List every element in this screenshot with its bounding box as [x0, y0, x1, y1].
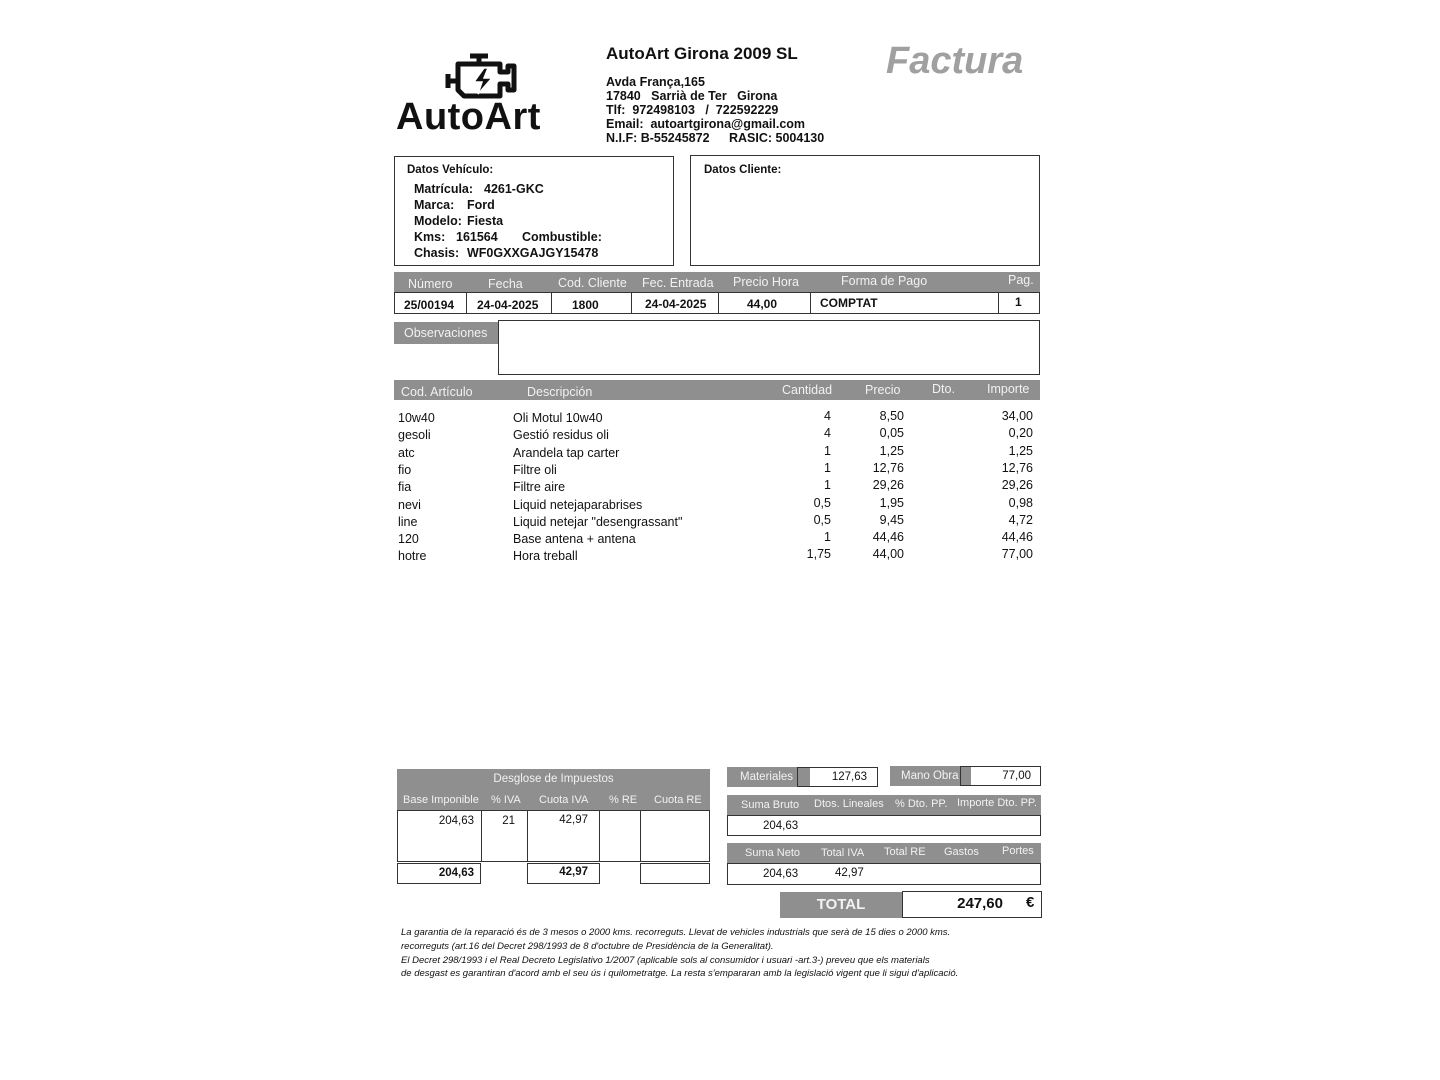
- item-quantity: 1: [824, 478, 831, 493]
- marca-value: Ford: [467, 198, 495, 212]
- item-description: Base antena + antena: [513, 532, 636, 547]
- tax-base-value: 204,63: [438, 815, 474, 827]
- item-quantity: 1: [824, 530, 831, 545]
- item-quantity: 0,5: [813, 512, 831, 527]
- pag-value: 1: [1015, 295, 1022, 309]
- fecha-value: 24-04-2025: [477, 298, 539, 312]
- item-amount: 0,98: [1008, 495, 1033, 510]
- portes-label: Portes: [1002, 845, 1034, 857]
- tax-re-label: % RE: [609, 794, 638, 806]
- kms-value: 161564: [456, 230, 498, 244]
- item-quantity: 1,75: [806, 547, 831, 562]
- taxes-total-re-box: [640, 863, 710, 884]
- materiales-label: Materiales: [727, 767, 810, 787]
- suma-bruto-label: Suma Bruto: [741, 799, 800, 811]
- footer-line-3: El Decret 298/1993 i el Real Decreto Legislativo 1/2007 (aplicable sols al consumidor i usuari -art.3-) preveu que els materials: [401, 955, 930, 966]
- company-city: 17840 Sarrià de Ter Girona: [606, 89, 778, 103]
- item-description: Filtre aire: [513, 480, 566, 495]
- numero-value: 25/00194: [404, 298, 455, 312]
- mano-obra-label: Mano Obra: [890, 766, 971, 786]
- item-quantity: 0,5: [813, 495, 831, 510]
- col-cant: Cantidad: [782, 383, 833, 397]
- label-precio-hora: Precio Hora: [733, 275, 799, 289]
- item-amount: 77,00: [1001, 547, 1033, 562]
- item-price: 1,25: [879, 443, 904, 458]
- gastos-label: Gastos: [944, 846, 979, 858]
- engine-icon: [444, 52, 518, 100]
- col-desc: Descripción: [527, 385, 593, 399]
- logo: [396, 52, 571, 142]
- document-title: Factura: [886, 40, 1024, 82]
- footer-line-4: de desgast es garantiran d'acord amb el seu ús i quilometratge. La resta s'empararan amb la legislació vigent que li sigui d'aplicació.: [401, 968, 959, 979]
- item-amount: 29,26: [1001, 478, 1033, 493]
- item-code: nevi: [398, 497, 421, 512]
- item-amount: 0,20: [1008, 426, 1033, 441]
- item-price: 12,76: [872, 460, 904, 475]
- total-label: TOTAL: [780, 892, 902, 918]
- cod-cliente-value: 1800: [572, 298, 599, 312]
- company-phone: Tlf: 972498103 / 722592229: [606, 103, 779, 117]
- item-code: gesoli: [398, 428, 431, 443]
- taxes-title: Desglose de Impuestos: [397, 769, 710, 789]
- vehicle-title: Datos Vehículo:: [407, 164, 494, 176]
- item-description: Arandela tap carter: [513, 445, 620, 460]
- tax-cuota-value: 42,97: [559, 814, 588, 826]
- suma-bruto-value: 204,63: [763, 820, 799, 832]
- total-re-label: Total RE: [884, 846, 926, 858]
- item-description: Liquid netejaparabrises: [513, 497, 643, 512]
- item-quantity: 4: [824, 426, 831, 441]
- forma-pago-value: COMPTAT: [820, 296, 878, 310]
- item-code: fia: [398, 480, 412, 495]
- matricula-label: Matrícula:: [414, 182, 474, 196]
- item-amount: 4,72: [1008, 512, 1033, 527]
- col-cod: Cod. Artículo: [401, 385, 473, 399]
- suma-neto-label: Suma Neto: [745, 847, 801, 859]
- client-title: Datos Cliente:: [704, 164, 782, 176]
- logo-text: AutoArt: [396, 96, 541, 138]
- observaciones-label: Observaciones: [394, 322, 498, 344]
- tax-iva-label: % IVA: [491, 794, 521, 806]
- tax-base-label: Base Imponible: [403, 794, 479, 806]
- item-description: Filtre oli: [513, 462, 557, 477]
- total-value: 247,60: [957, 895, 1003, 912]
- item-code: 120: [398, 532, 419, 547]
- fec-entrada-value: 24-04-2025: [645, 297, 707, 311]
- kms-label: Kms:: [414, 230, 446, 244]
- modelo-value: Fiesta: [467, 214, 504, 228]
- item-code: hotre: [398, 549, 427, 564]
- materiales-value: 127,63: [831, 771, 867, 783]
- tax-cuota-re-label: Cuota RE: [654, 794, 702, 806]
- item-price: 29,26: [872, 478, 904, 493]
- col-importe: Importe: [987, 382, 1030, 396]
- item-code: fio: [398, 462, 412, 477]
- total-iva-value: 42,97: [835, 867, 864, 879]
- item-amount: 34,00: [1001, 409, 1033, 423]
- item-price: 8,50: [879, 409, 904, 423]
- company-nif: N.I.F: B-55245872: [606, 131, 710, 145]
- item-quantity: 1: [824, 460, 831, 475]
- item-price: 44,46: [872, 530, 904, 545]
- col-dto: Dto.: [932, 382, 955, 396]
- tax-total-cuota: 42,97: [559, 866, 588, 878]
- company-rasic: RASIC: 5004130: [729, 131, 825, 145]
- label-pag: Pag.: [1008, 273, 1034, 287]
- item-description: Gestió residus oli: [513, 428, 609, 443]
- item-amount: 44,46: [1001, 530, 1033, 545]
- item-quantity: 1: [824, 443, 831, 458]
- modelo-label: Modelo:: [414, 214, 462, 228]
- item-quantity: 4: [824, 409, 831, 423]
- footer-line-2: recorreguts (art.16 del Decret 298/1993 de 8 d'octubre de Presidència de la Generalitat).: [401, 941, 774, 952]
- item-description: Liquid netejar "desengrassant": [513, 514, 683, 529]
- label-cod-cliente: Cod. Cliente: [558, 276, 627, 290]
- observaciones-box: [498, 320, 1040, 375]
- label-forma-pago: Forma de Pago: [841, 274, 928, 288]
- label-numero: Número: [408, 277, 453, 291]
- item-price: 9,45: [879, 512, 904, 527]
- item-description: Oli Motul 10w40: [513, 411, 603, 425]
- currency-symbol: €: [1026, 894, 1035, 911]
- footer-line-1: La garantia de la reparació és de 3 mesos o 2000 kms. recorreguts. Llevat de vehicles industrials que serà de 15 dies o 2000 kms.: [401, 927, 951, 938]
- item-amount: 1,25: [1008, 443, 1033, 458]
- item-description: Hora treball: [513, 549, 578, 564]
- item-code: line: [398, 514, 418, 529]
- company-address: Avda França,165: [606, 75, 705, 89]
- matricula-value: 4261-GKC: [484, 182, 544, 196]
- combustible-label: Combustible:: [522, 230, 602, 244]
- dto-pp-label: % Dto. PP.: [895, 798, 948, 810]
- tax-iva-value: 21: [502, 815, 515, 827]
- chasis-label: Chasis:: [414, 246, 460, 260]
- item-price: 44,00: [872, 547, 904, 562]
- label-fec-entrada: Fec. Entrada: [642, 276, 714, 290]
- col-precio: Precio: [865, 383, 901, 397]
- suma-neto-value: 204,63: [763, 868, 799, 880]
- dtos-lineales-label: Dtos. Lineales: [814, 798, 884, 810]
- item-code: 10w40: [398, 411, 435, 425]
- item-amount: 12,76: [1001, 460, 1033, 475]
- tax-cuota-label: Cuota IVA: [539, 794, 589, 806]
- marca-label: Marca:: [414, 198, 455, 212]
- item-price: 1,95: [879, 495, 904, 510]
- importe-dto-pp-label: Importe Dto. PP.: [957, 797, 1037, 809]
- item-price: 0,05: [879, 426, 904, 441]
- precio-hora-value: 44,00: [747, 297, 778, 311]
- item-code: atc: [398, 445, 415, 460]
- total-iva-label: Total IVA: [821, 847, 865, 859]
- company-email: Email: autoartgirona@gmail.com: [606, 117, 806, 131]
- chasis-value: WF0GXXGAJGY15478: [467, 246, 599, 260]
- mano-obra-value: 77,00: [1002, 770, 1031, 782]
- label-fecha: Fecha: [488, 277, 523, 291]
- company-name: AutoArt Girona 2009 SL: [606, 44, 798, 63]
- tax-total-base: 204,63: [438, 867, 474, 879]
